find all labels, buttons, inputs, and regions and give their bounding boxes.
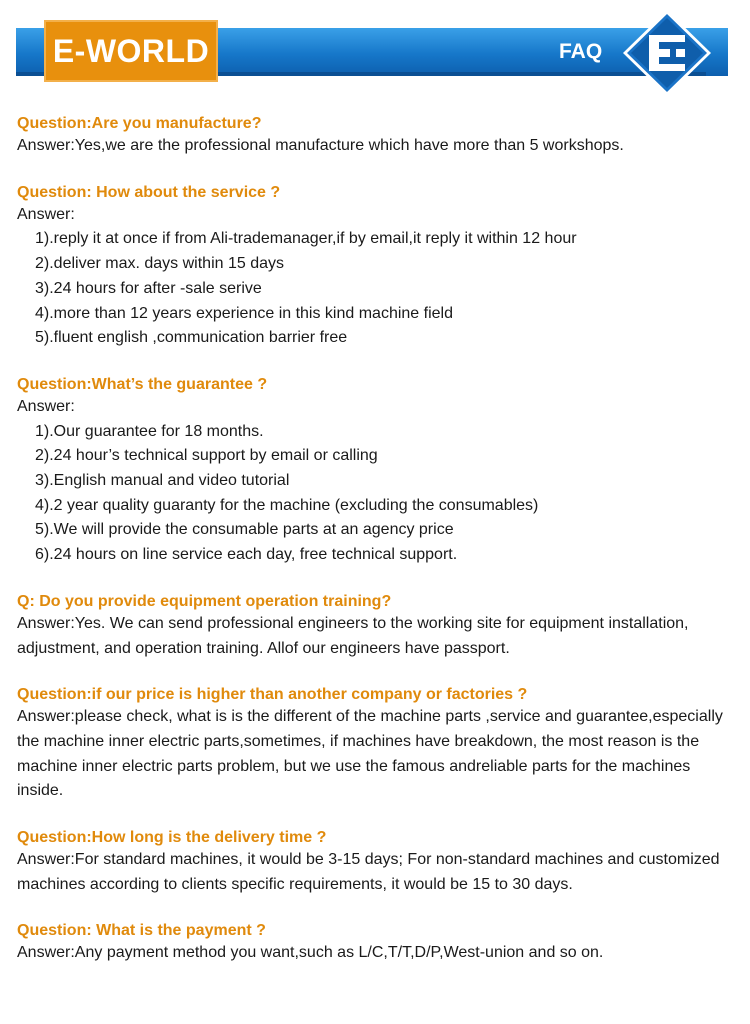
- faq-question: Question:Are you manufacture?: [17, 115, 262, 132]
- faq-answer-line: Answer:Yes. We can send professional engineers to the working site for equipment installation,: [17, 614, 689, 632]
- list-item: 4).2 year quality guaranty for the machine (excluding the consumables): [35, 496, 539, 514]
- faq-question: Q: Do you provide equipment operation training?: [17, 592, 392, 610]
- page-title: FAQ: [559, 40, 603, 63]
- list-item: 5).fluent english ,communication barrier free: [35, 329, 348, 347]
- faq-item-service: [17, 183, 745, 351]
- faq-question: Question: How about the service ?: [17, 183, 281, 201]
- faq-answer-line: machine inner electric parts problem, but we use the famous andreliable parts for the machines: [17, 757, 691, 775]
- faq-item-training: [17, 592, 745, 661]
- brand-logo: [44, 20, 218, 82]
- e-world-emblem-icon: [622, 9, 712, 97]
- faq-answer-label: Answer:: [17, 205, 75, 223]
- faq-item-guarantee: [17, 375, 745, 568]
- list-item: 3).24 hours for after -sale serive: [35, 279, 262, 297]
- list-item: 2).deliver max. days within 15 days: [35, 255, 284, 273]
- logo-text: E-WORLD: [52, 32, 210, 69]
- faq-answer-line: Answer:please check, what is is the different of the machine parts ,service and guarantee,especially: [17, 708, 723, 726]
- faq-question: Question:What’s the guarantee ?: [17, 375, 268, 393]
- list-item: 4).more than 12 years experience in this kind machine field: [35, 304, 453, 322]
- faq-answer-line: Answer:For standard machines, it would be 3-15 days; For non-standard machines and customized: [17, 851, 720, 869]
- list-item: 1).reply it at once if from Ali-trademanager,if by email,it reply it within 12 hour: [35, 230, 577, 248]
- faq-item-price: [17, 685, 745, 804]
- list-item: 5).We will provide the consumable parts at an agency price: [35, 521, 454, 539]
- list-item: 1).Our guarantee for 18 months.: [35, 422, 264, 440]
- faq-list: [17, 114, 745, 966]
- faq-question: Question:How long is the delivery time ?: [17, 829, 327, 847]
- faq-question: Question:if our price is higher than another company or factories ?: [17, 686, 528, 704]
- faq-item-delivery: [17, 828, 745, 897]
- faq-answer-label: Answer:: [17, 397, 75, 415]
- faq-answer-line: adjustment, and operation training. Allof our engineers have passport.: [17, 639, 510, 657]
- list-item: 3).English manual and video tutorial: [35, 472, 290, 490]
- faq-answer: Answer:Any payment method you want,such as L/C,T/T,D/P,West-union and so on.: [17, 944, 604, 962]
- list-item: 6).24 hours on line service each day, free technical support.: [35, 546, 458, 564]
- list-item: 2).24 hour’s technical support by email or calling: [35, 447, 378, 465]
- faq-answer-line: machines according to clients specific requirements, it would be 15 to 30 days.: [17, 875, 573, 893]
- faq-answer-line: inside.: [17, 782, 64, 800]
- faq-item-manufacture: [17, 114, 745, 159]
- faq-answer: Answer:Yes,we are the professional manufacture which have more than 5 workshops.: [17, 137, 624, 154]
- faq-item-payment: [17, 921, 745, 966]
- faq-question: Question: What is the payment ?: [17, 922, 266, 940]
- faq-answer-line: the machine inner electric parts,sometimes, if machines have breakdown, the most reason is the: [17, 732, 700, 750]
